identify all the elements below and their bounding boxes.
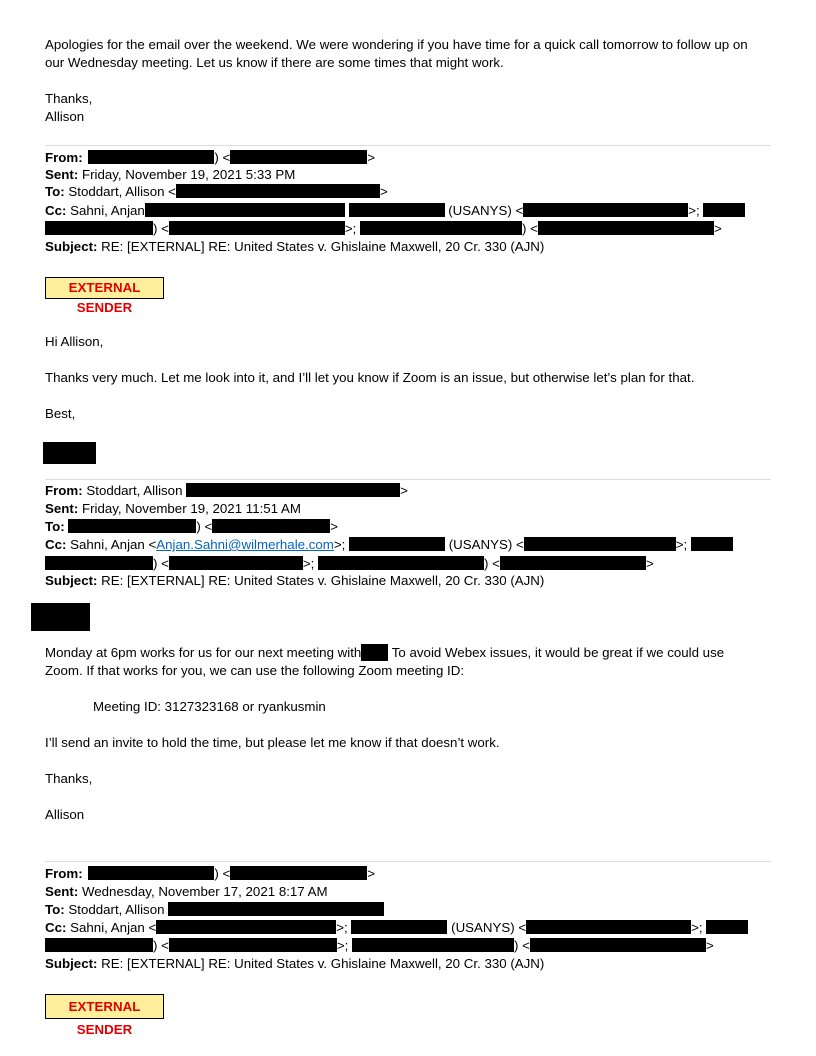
email2-sent-line (45, 500, 301, 518)
redaction (703, 203, 745, 217)
redaction (691, 537, 733, 551)
redaction (230, 866, 367, 880)
body-text: Monday at 6pm works for us for our next meeting with (45, 645, 362, 660)
cc-label: Cc: (45, 203, 67, 218)
cc-value: Sahni, Anjan < (70, 920, 157, 935)
subject-label: Subject: (45, 573, 98, 588)
cc-value: Sahni, Anjan < (70, 537, 157, 552)
email1-subject-line (45, 238, 544, 256)
email-link[interactable]: Anjan.Sahni@wilmerhale.com (156, 537, 334, 552)
email1-to-line: To: Stoddart, Allison < > (45, 184, 388, 199)
email2-body-line-2: Zoom. If that works for you, we can use the following Zoom meeting ID: (45, 663, 465, 678)
redaction (349, 203, 445, 217)
email1-cc-line: Cc: Sahni, Anjan (USANYS) < >; (45, 202, 745, 220)
email2-cc-line: Cc: Sahni, Anjan <Anjan.Sahni@wilmerhale.com>; (USANYS) < >; (45, 536, 733, 554)
email1-closing: Best, (45, 406, 76, 421)
subject-value: RE: [EXTERNAL] RE: United States v. Ghislaine Maxwell, 20 Cr. 330 (AJN) (101, 573, 545, 588)
redaction (500, 556, 646, 570)
sent-label: Sent: (45, 167, 79, 182)
external-sender-badge: EXTERNAL SENDER (45, 994, 164, 1019)
email2-body-line-3: I’ll send an invite to hold the time, but please let me know if that doesn’t work. (45, 735, 500, 750)
redaction (349, 537, 445, 551)
email2-to-line: To: ) < > (45, 519, 339, 534)
redaction (212, 519, 330, 533)
redaction (88, 866, 214, 880)
divider (45, 145, 771, 146)
email2-thanks: Thanks, (45, 771, 93, 786)
from-value: Stoddart, Allison (86, 483, 183, 498)
redaction (706, 920, 748, 934)
subject-label: Subject: (45, 239, 98, 254)
cc-label: Cc: (45, 537, 67, 552)
intro-line-2: our Wednesday meeting. Let us know if there are some times that might work. (45, 55, 504, 70)
redaction (156, 920, 336, 934)
email2-subject-line (45, 572, 544, 590)
subject-value: RE: [EXTERNAL] RE: United States v. Ghislaine Maxwell, 20 Cr. 330 (AJN) (101, 239, 545, 254)
sent-value: Friday, November 19, 2021 11:51 AM (81, 501, 301, 516)
redaction (45, 556, 153, 570)
redaction (45, 221, 153, 235)
redaction (145, 203, 345, 217)
body-text: To avoid Webex issues, it would be great if we could use (388, 645, 725, 660)
redaction (43, 442, 96, 464)
email1-greeting: Hi Allison, (45, 334, 104, 349)
email1-from-line: From: ) < > (45, 150, 376, 165)
redaction (45, 938, 153, 952)
subject-value: RE: [EXTERNAL] RE: United States v. Ghislaine Maxwell, 20 Cr. 330 (AJN) (101, 956, 545, 971)
sent-value: Wednesday, November 17, 2021 8:17 AM (81, 884, 328, 899)
email3-cc-line-2: ) < >; ) < > (45, 937, 714, 955)
to-value: Stoddart, Allison (68, 184, 165, 199)
email3-subject-line (45, 955, 544, 973)
external-sender-badge: EXTERNAL SENDER (45, 277, 164, 299)
redaction (523, 203, 688, 217)
from-label: From: (45, 866, 83, 881)
redaction (186, 483, 400, 497)
cc-agency: (USANYS) < (448, 537, 524, 552)
sent-label: Sent: (45, 884, 79, 899)
divider (45, 479, 771, 480)
intro-thanks: Thanks, (45, 91, 93, 106)
redaction (360, 221, 522, 235)
redaction (31, 603, 90, 631)
redaction (318, 556, 484, 570)
cc-label: Cc: (45, 920, 67, 935)
email2-body-line-1 (45, 644, 724, 662)
email3-from-line: From: ) < > (45, 866, 376, 881)
email2-signature: Allison (45, 807, 85, 822)
redaction (352, 938, 514, 952)
subject-label: Subject: (45, 956, 98, 971)
to-value: Stoddart, Allison (68, 902, 165, 917)
email3-sent-line (45, 883, 328, 901)
email2-from-line: From: Stoddart, Allison > (45, 483, 408, 498)
redaction (524, 537, 676, 551)
redaction (169, 221, 345, 235)
cc-agency: (USANYS) < (451, 920, 527, 935)
sent-label: Sent: (45, 501, 79, 516)
email3-to-line (45, 901, 384, 919)
redaction (351, 920, 447, 934)
cc-agency: (USANYS) < (448, 203, 524, 218)
to-label: To: (45, 184, 65, 199)
email1-body: Thanks very much. Let me look into it, and I’ll let you know if Zoom is an issue, but otherwise let’s plan for that. (45, 370, 695, 385)
redaction (168, 902, 384, 916)
redaction (169, 556, 303, 570)
from-label: From: (45, 483, 83, 498)
email2-cc-line-2: ) < >; ) < > (45, 555, 654, 573)
redaction (230, 150, 367, 164)
email1-cc-line-2: ) < >; ) < > (45, 220, 722, 238)
divider (45, 861, 771, 862)
from-label: From: (45, 150, 83, 165)
cc-value: Sahni, Anjan (70, 203, 145, 218)
to-label: To: (45, 902, 65, 917)
intro-signature: Allison (45, 109, 85, 124)
email3-cc-line: Cc: Sahni, Anjan < >; (USANYS) < >; (45, 919, 748, 937)
intro-line-1: Apologies for the email over the weekend. We were wondering if you have time for a quick call tomorrow to follow up on (45, 37, 748, 52)
redaction (526, 920, 691, 934)
meeting-id: Meeting ID: 3127323168 or ryankusmin (93, 699, 326, 714)
email1-sent-line (45, 166, 295, 184)
to-label: To: (45, 519, 65, 534)
redaction (68, 519, 196, 533)
redaction (530, 938, 706, 952)
redaction (176, 184, 380, 198)
redaction (169, 938, 337, 952)
redaction (538, 221, 714, 235)
redaction (361, 644, 388, 661)
sent-value: Friday, November 19, 2021 5:33 PM (81, 167, 296, 182)
redaction (88, 150, 214, 164)
